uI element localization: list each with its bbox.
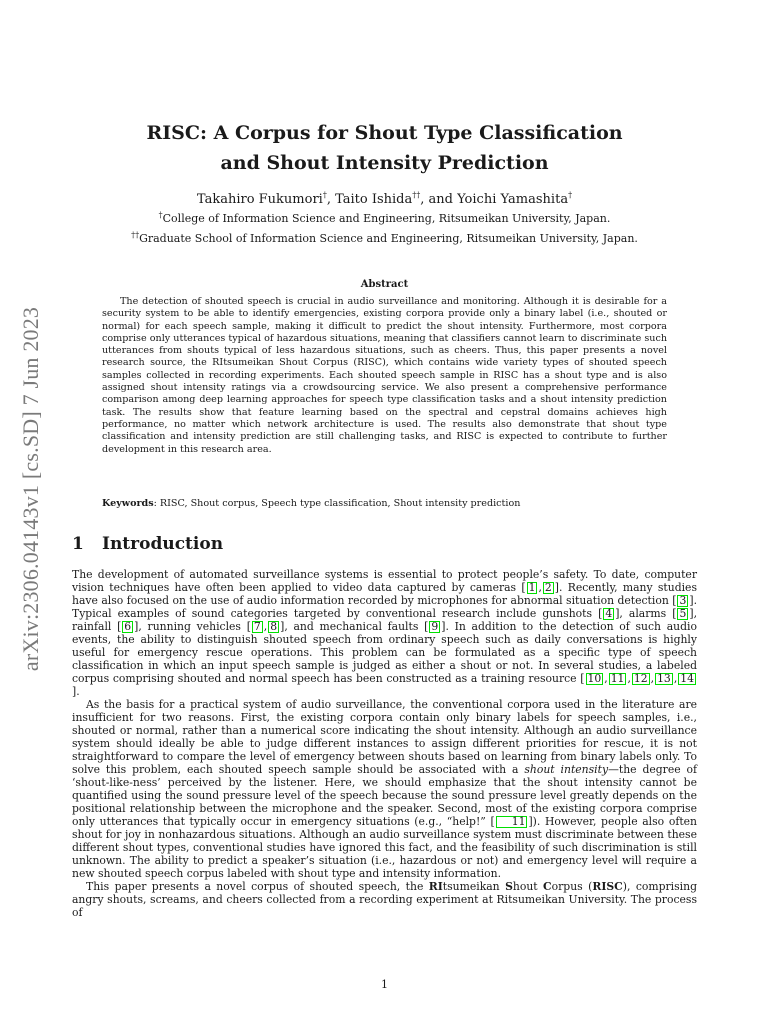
- paragraph-1: The development of automated surveillance systems is essential to protect people’s safety. To date, computer vision techniques have often been applied to video data captured by cameras [ 1 , 2 ]. Recently, many studies have also focused on the use of audio information recorded by microphones for abnormal situation detection [ 3 ]. Typical examples of sound categories targeted by conventional research include gunshots [ 4 ], alarms [ 5 ], rainfall [ 6 ], running vehicles [ 7 , 8 ], and mechanical faults [ 9 ]. In addition to the detection of such audio events, the ability to distinguish shouted speech from ordinary speech such as daily conversations is highly useful for emergency rescue operations. This problem can be formulated as a specific type of speech classification in which an input speech sample is judged as either a shout or not. In several studies, a labeled corpus comprising shouted and normal speech has been constructed as a training resource [ 10 , 11 , 12 , 13 , 14].: [72, 568, 697, 698]
- citation-link[interactable]: 5: [679, 607, 687, 620]
- paragraph-3-text: This paper presents a novel corpus of shouted speech, the: [86, 880, 429, 893]
- author-list: [72, 190, 697, 210]
- keywords-label: Keywords: [102, 498, 154, 509]
- citation-link[interactable]: 9: [431, 620, 439, 633]
- affiliation-1: [72, 211, 697, 227]
- paragraph-3-text: orpus (: [551, 880, 593, 893]
- paragraph-2: As the basis for a practical system of audio surveillance, the conventional corpora used in the literature are insufficient for two reasons. First, the existing corpora contain only binary labels for speech samples, i.e., shouted or normal, rather than a numerical score indicating the shout intensity. Although an audio surveillance system should ideally be able to judge different instances to assign different priorities for rescue, it is not straightforward to compare the level of emergency between shouts based on learning from binary labels only. To solve this problem, each shouted speech sample should be associated with a shout intensity—the degree of ‘shout-like-ness’ perceived by the listener. Here, we should emphasize that the shout intensity cannot be quantified using the sound pressure level of the speech because the sound pressure level greatly depends on the positional relationship between the microphone and the speaker. Second, most of the existing corpora comprise only utterances that typically occur in emergency situations (e.g., “help!” [ 11 ]). However, people also often shout for joy in nonhazardous situations. Although an audio surveillance system must discriminate between these different shout types, conventional studies have ignored this fact, and the feasibility of such discrimination is still unknown. The ability to predict a speaker’s situation (i.e., hazardous or not) and emergency level will require a new shouted speech corpus labeled with shout type and intensity information.: [72, 698, 698, 880]
- paper-title: [72, 118, 697, 178]
- citation-link[interactable]: 7: [253, 620, 261, 633]
- citation-link[interactable]: 12: [633, 672, 648, 685]
- title-line-2: and Shout Intensity Prediction: [220, 152, 549, 174]
- citation-link[interactable]: 2: [544, 581, 552, 594]
- citation-link[interactable]: 1: [528, 581, 536, 594]
- section-number: 1: [72, 534, 84, 554]
- paragraph-1-text: The development of automated surveillance systems is essential to protect people’s safety. To date, computer vision techniques have often been applied to video data captured by cameras: [72, 568, 697, 594]
- citation-link[interactable]: 3: [679, 594, 687, 607]
- emphasis-shout-intensity: shout intensity: [524, 763, 609, 776]
- paragraph-3-text: tsumeikan: [442, 880, 506, 893]
- author-1: Takahiro Fukumori: [196, 192, 323, 207]
- paragraph-1-text: , alarms: [619, 607, 673, 620]
- paragraph-1-text: , and mechanical faults: [284, 620, 425, 633]
- paragraph-1-text: .: [76, 685, 80, 698]
- citation-link[interactable]: 11: [496, 816, 528, 828]
- introduction-body: [72, 568, 697, 919]
- paragraph-2-text: —the degree of ‘shout-like-ness’ perceived by the listener. Here, we should emphasize that the shout intensity cannot be quantified using the sound pressure level of the speech because the sound pressure level greatly depends on the positional relationship between the microphone and the speaker. Second, most of the existing corpora comprise only utterances that typically occur in emergency situations (e.g., “help!”: [72, 763, 697, 828]
- citation-link[interactable]: 11: [610, 672, 625, 685]
- affiliation-2-mark: ††: [131, 230, 140, 240]
- author-2: , Taito Ishida: [326, 192, 413, 207]
- paragraph-3: [72, 880, 697, 919]
- paragraph-1-text: . Typical examples of sound categories targeted by conventional research include gunshots: [72, 594, 697, 620]
- paragraph-2-text: ). However, people also often shout for joy in nonhazardous situations. Although an audio surveillance system must discriminate between these different shout types, conventional studies have ignored this fact, and the feasibility of such discrimination is still unknown. The ability to predict a speaker’s situation (i.e., hazardous or not) and emergency level will require a new shouted speech corpus labeled with shout type and intensity information.: [72, 815, 698, 880]
- author-2-mark: ††: [412, 190, 421, 200]
- arxiv-stamp: [16, 288, 46, 690]
- paragraph-1-text: . Recently, many studies have also focused on the use of audio information recorded by microphones for abnormal situation detection: [72, 581, 697, 607]
- affiliation-2: [72, 231, 697, 247]
- paragraph-1-text: , rainfall: [72, 607, 697, 633]
- paragraph-1-text: , running vehicles: [138, 620, 247, 633]
- abstract-text: The detection of shouted speech is crucial in audio surveillance and monitoring. Although it is desirable for a security system to be able to identify emergencies, existing corpora provide only a binary label (i.e., shouted or normal) for each speech sample, making it difficult to predict the shout intensity. Furthermore, most corpora comprise only utterances typical of hazardous situations, meaning that classifiers cannot learn to discriminate such utterances from shouts typical of less hazardous situations, such as cheers. Thus, this paper presents a novel research source, the RItsumeikan Shout Corpus (RISC), which contains wide variety types of shouted speech samples collected in recording experiments. Each shouted speech sample in RISC has a shout type and is also assigned shout intensity ratings via a crowdsourcing service. We also present a comprehensive performance comparison among deep learning approaches for speech type classification tasks and a shout intensity prediction task. The results show that feature learning based on the spectral and cepstral domains achieves high performance, no matter which network architecture is used. The results also demonstrate that shout type classification and intensity prediction are still challenging tasks, and RISC is expected to contribute to further development in this research area.: [102, 296, 667, 455]
- citation-link[interactable]: 14: [680, 672, 694, 685]
- author-3: , and Yoichi Yamashita: [420, 192, 569, 207]
- page-number: 1: [381, 978, 388, 991]
- paragraph-3-text: ), comprising angry shouts, screams, and cheers collected from a recording experiment at Ritsumeikan University. The process of: [72, 880, 697, 919]
- arxiv-identifier: arXiv:2306.04143v1 [cs.SD] 7 Jun 2023: [18, 306, 43, 672]
- abstract-heading: Abstract: [360, 279, 409, 290]
- bold-acronym: RI: [428, 880, 443, 893]
- title-line-1: RISC: A Corpus for Shout Type Classification: [146, 122, 623, 144]
- author-3-mark: †: [568, 190, 573, 200]
- keywords-text: : RISC, Shout corpus, Speech type classification, Shout intensity prediction: [153, 498, 521, 509]
- affiliation-1-mark: †: [158, 210, 163, 220]
- author-1-mark: †: [322, 190, 327, 200]
- bold-acronym: C: [543, 880, 552, 893]
- bold-acronym: S: [505, 880, 513, 893]
- citation-link[interactable]: 4: [605, 607, 613, 620]
- citation-link[interactable]: 13: [657, 672, 671, 685]
- citation-link[interactable]: 10: [587, 672, 602, 685]
- citation-link[interactable]: 6: [124, 620, 132, 633]
- paragraph-2-text: As the basis for a practical system of audio surveillance, the conventional corpora used in the literature are insufficient for two reasons. First, the existing corpora contain only binary labels for speech samples, i.e., shouted or normal, rather than a numerical score indicating the shout intensity. Although an audio surveillance system should ideally be able to judge different instances to assign different priorities for rescue, it is not straightforward to compare the level of emergency between shouts based on learning from binary labels only. To solve this problem, each shouted speech sample should be associated with a: [72, 698, 697, 776]
- section-title: Introduction: [102, 534, 224, 554]
- bold-acronym: RISC: [592, 880, 623, 893]
- affiliation-2-text: Graduate School of Information Science and Engineering, Ritsumeikan University, Japan.: [139, 232, 638, 245]
- section-heading-introduction: [72, 533, 223, 555]
- paragraph-3-text: hout: [512, 880, 544, 893]
- paragraph-1-text: . In addition to the detection of such audio events, the ability to distinguish shouted speech from ordinary speech such as daily conversations is highly useful for emergency rescue operations. This problem can be formulated as a specific type of speech classification in which an input speech sample is judged as either a shout or not. In several studies, a labeled corpus comprising shouted and normal speech has been constructed as a training resource: [72, 620, 697, 685]
- keywords: [102, 498, 667, 510]
- citation-link[interactable]: 8: [270, 620, 278, 633]
- paper-page: [72, 0, 697, 1024]
- affiliation-1-text: College of Information Science and Engineering, Ritsumeikan University, Japan.: [162, 212, 611, 225]
